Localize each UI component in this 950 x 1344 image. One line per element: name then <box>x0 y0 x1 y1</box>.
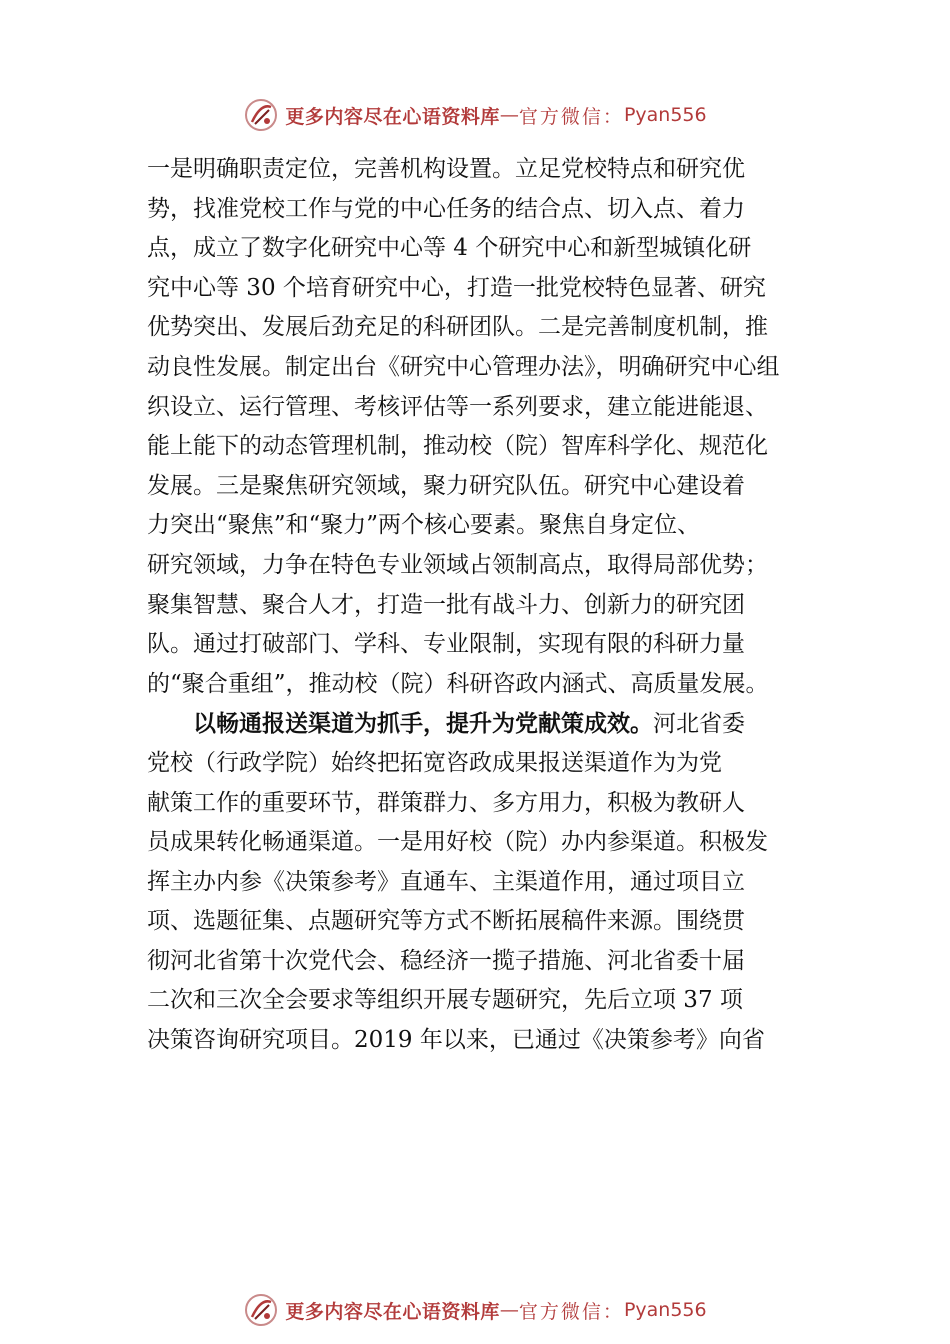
footer-brand: 更多内容尽在心语资料库 <box>285 1300 500 1323</box>
body-line: 究中心等 30 个培育研究中心，打造一批党校特色显著、研究 <box>147 274 766 301</box>
body-line: 决策咨询研究项目。2019 年以来，已通过《决策参考》向省 <box>147 1027 765 1054</box>
body-line: 动良性发展。制定出台《研究中心管理办法》，明确研究中心组 <box>147 353 780 380</box>
body-line: 势，找准党校工作与党的中心任务的结合点、切入点、着力 <box>147 195 745 222</box>
header-wechat-label: 官方微信： <box>518 105 624 128</box>
body-line: 点，成立了数字化研究中心等 4 个研究中心和新型城镇化研 <box>147 235 752 262</box>
document-body <box>147 150 837 1061</box>
body-line: 聚集智慧、聚合人才，打造一批有战斗力、创新力的研究团 <box>147 591 745 618</box>
brand-logo-icon <box>243 1292 279 1328</box>
body-line: 一是明确职责定位，完善机构设置。立足党校特点和研究优 <box>147 156 745 182</box>
body-line: 织设立、运行管理、考核评估等一系列要求，建立能进能退、 <box>147 393 768 420</box>
header-banner <box>0 95 950 135</box>
footer-dash: — <box>499 1299 519 1321</box>
body-line: 挥主办内参《决策参考》直通车、主渠道作用，通过项目立 <box>147 868 745 895</box>
section-heading: 以畅通报送渠道为抓手，提升为党献策成效。 <box>193 710 653 738</box>
footer-banner <box>0 1290 950 1330</box>
body-line: 发展。三是聚焦研究领域，聚力研究队伍。研究中心建设着 <box>147 472 745 499</box>
body-line: 研究领域，力争在特色专业领域占领制高点，取得局部优势； <box>147 551 768 578</box>
body-line: 队。通过打破部门、学科、专业限制，实现有限的科研力量 <box>147 631 745 658</box>
body-line: 的“聚合重组”，推动校（院）科研咨政内涵式、高质量发展。 <box>147 670 769 697</box>
header-wechat-id: Pyan556 <box>623 104 707 126</box>
footer-wechat-label: 官方微信： <box>518 1300 624 1323</box>
section-heading-line <box>147 704 837 744</box>
body-line: 优势突出、发展后劲充足的科研团队。二是完善制度机制，推 <box>147 314 768 341</box>
body-line: 力突出“聚焦”和“聚力”两个核心要素。聚焦自身定位、 <box>147 512 701 539</box>
section-heading-rest: 河北省委 <box>653 711 745 738</box>
body-line: 二次和三次全会要求等组织开展专题研究，先后立项 37 项 <box>147 987 743 1014</box>
body-line: 员成果转化畅通渠道。一是用好校（院）办内参渠道。积极发 <box>147 829 768 856</box>
body-line: 献策工作的重要环节，群策群力、多方用力，积极为教研人 <box>147 789 745 816</box>
body-line: 项、选题征集、点题研究等方式不断拓展稿件来源。围绕贯 <box>147 908 745 935</box>
brand-logo-icon <box>243 97 279 133</box>
header-brand: 更多内容尽在心语资料库 <box>285 105 500 128</box>
body-line: 党校（行政学院）始终把拓宽咨政成果报送渠道作为为党 <box>147 749 722 776</box>
body-line: 彻河北省第十次党代会、稳经济一揽子措施、河北省委十届 <box>147 947 745 974</box>
body-line: 能上能下的动态管理机制，推动校（院）智库科学化、规范化 <box>147 433 768 460</box>
header-dash: — <box>499 104 519 126</box>
footer-wechat-id: Pyan556 <box>623 1299 707 1321</box>
